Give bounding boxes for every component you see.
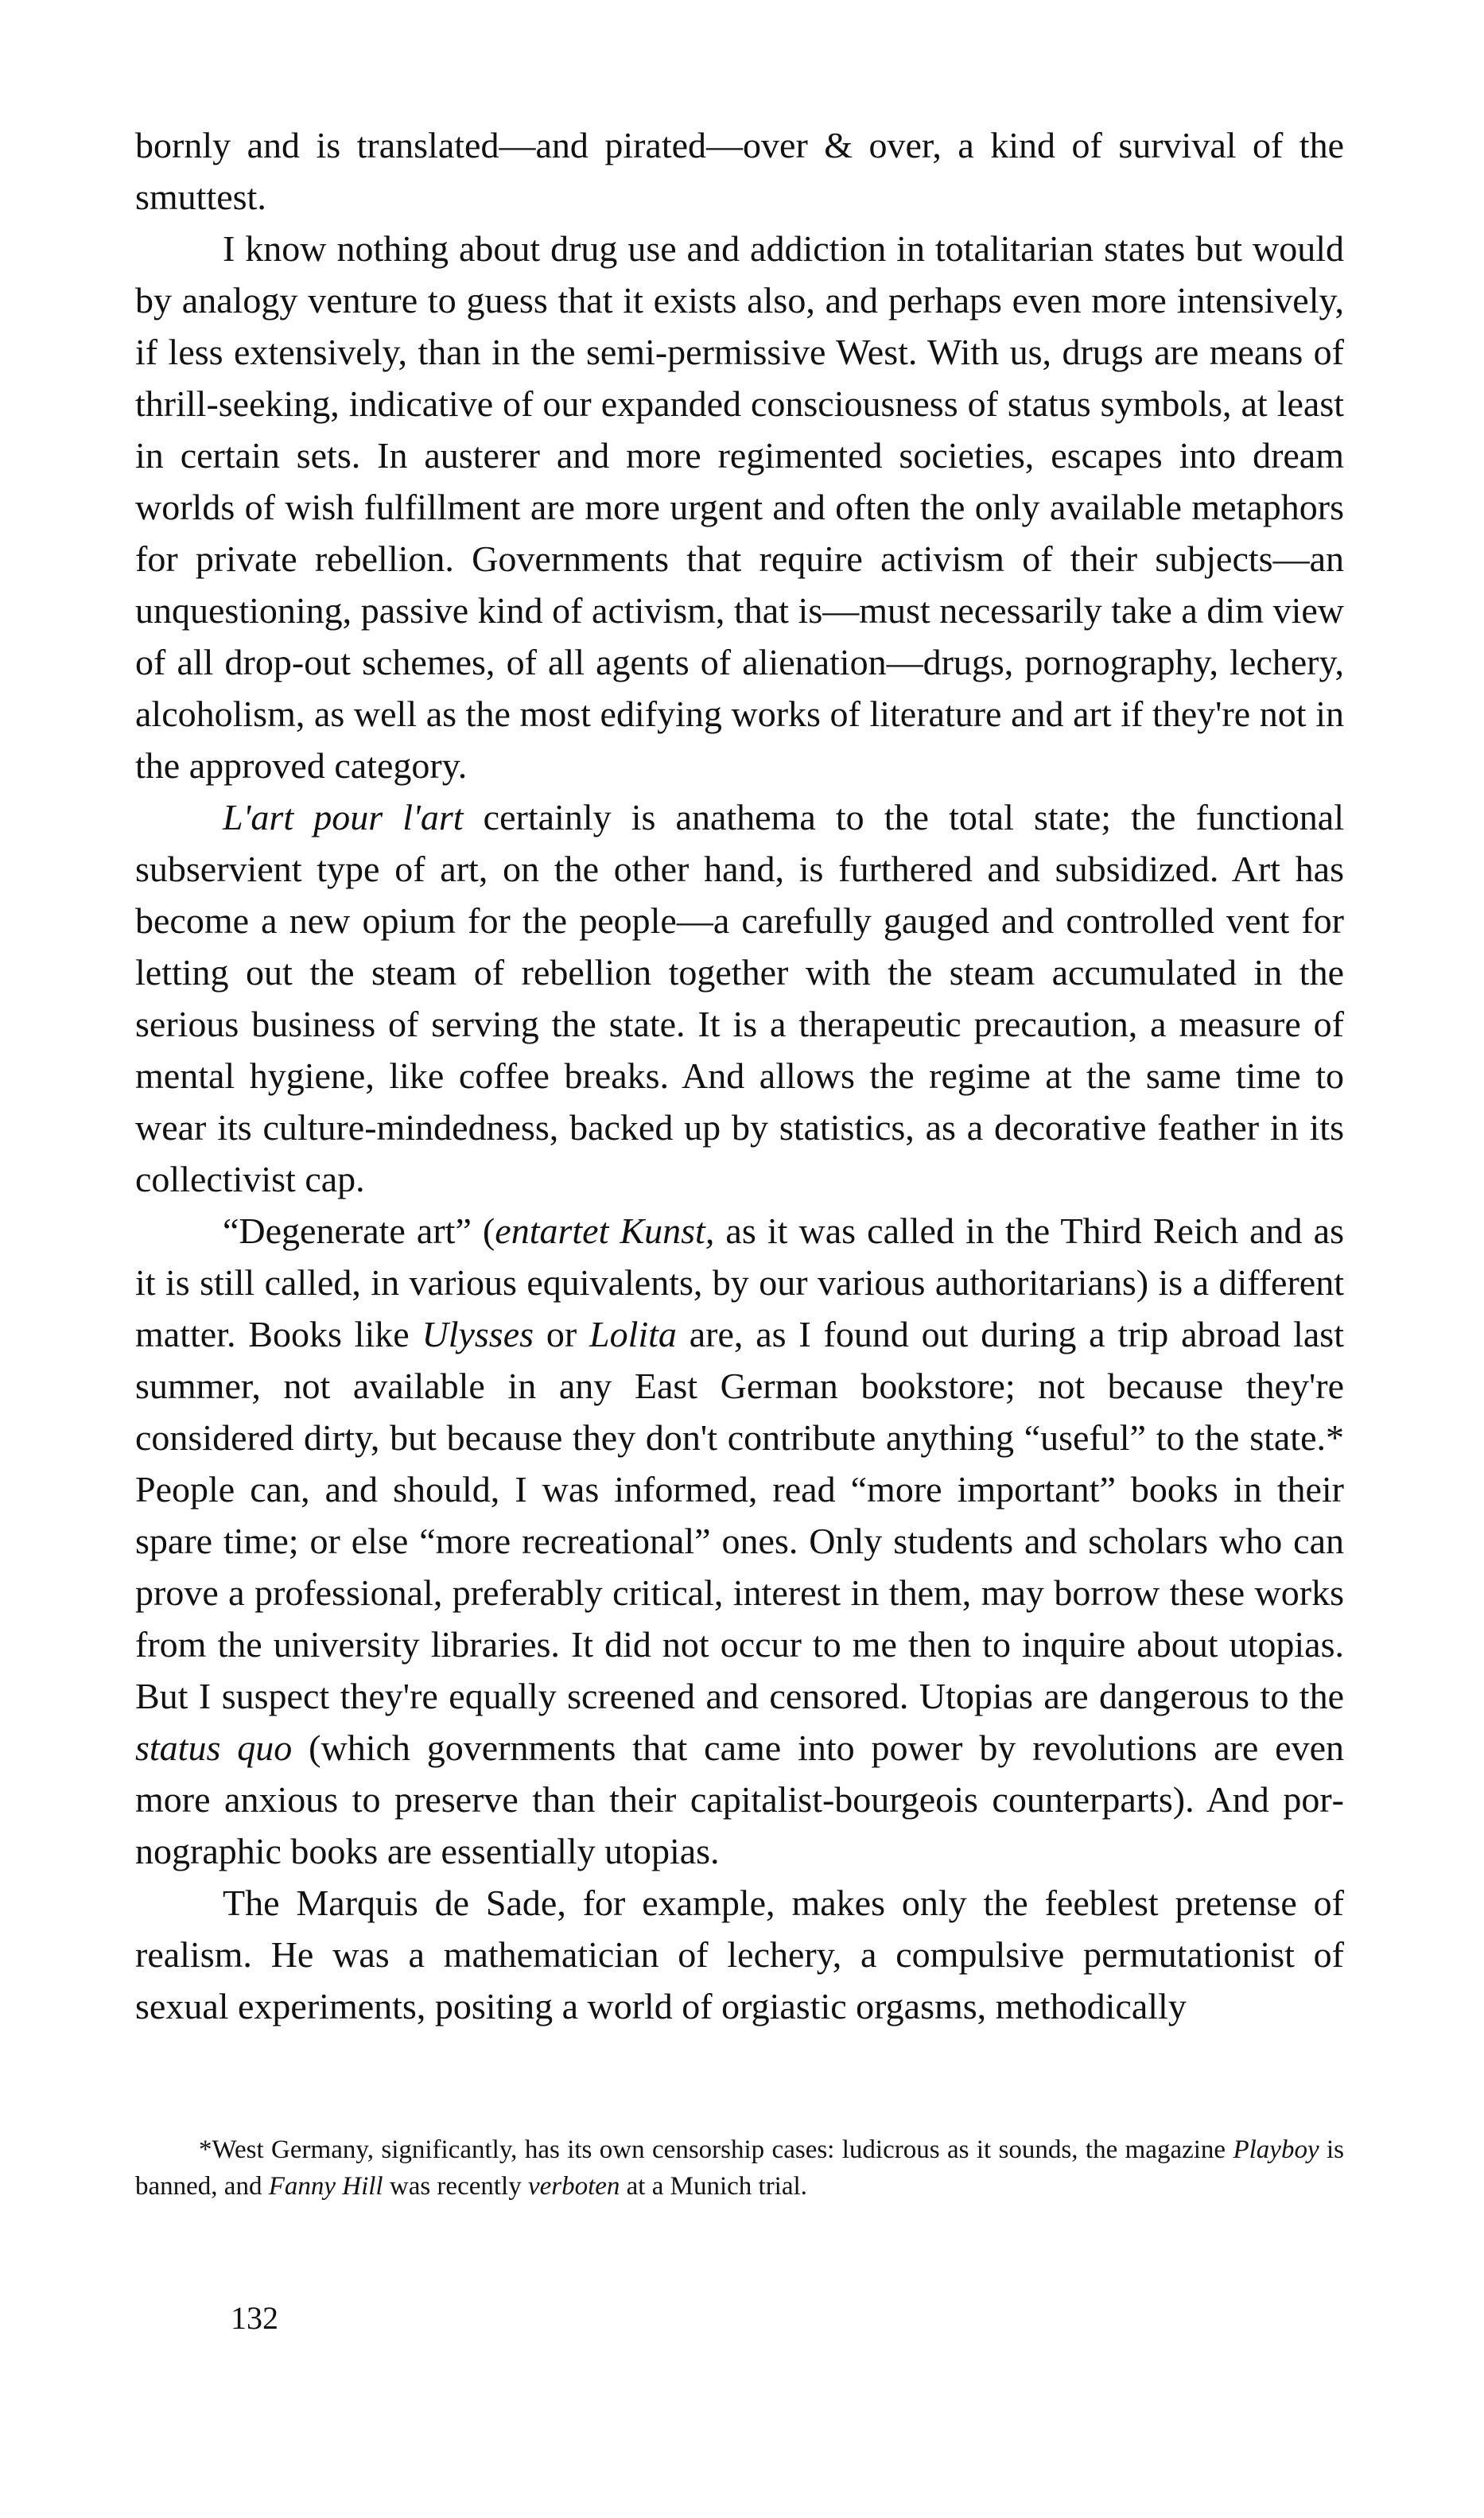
italic-run: Ulysses — [422, 1314, 534, 1354]
text-run: The Marquis de Sade, for example, makes only the feeblest pretense of realism. He was a mathematician of lechery, a compulsive permutationist of sexual experiments, positing a world of orgiastic orgasms, methodically — [135, 1883, 1344, 2026]
page-body — [135, 119, 1344, 2032]
text-run: bornly and is translated—and pirated—over & over, a kind of survival of the smuttest. — [135, 125, 1344, 217]
italic-run: verboten — [527, 2172, 620, 2201]
italic-run: entartet Kunst, — [495, 1210, 715, 1251]
italic-run: L'art pour l'art — [223, 797, 464, 837]
text-run: was recently — [383, 2172, 528, 2201]
text-run: I know nothing about drug use and addiction in totalitarian states but would by analogy venture to guess that it exists also, and perhaps even more intensively, if less extensively, than in the semi-permissive West. With us, drugs are means of thrill-seeking, indicative of our expanded consciousness of status symbols, at least in certain sets. In austerer and more regimented societies, escapes into dream worlds of wish fulfillment are more urgent and often the only available metaphors for private rebellion. Governments that require activism of their subjects—an unquestioning, passive kind of activism, that is—must necessarily take a dim view of all drop-out schemes, of all agents of alienation—drugs, pornography, lechery, alcoholism, as well as the most edifying works of literature and art if they're not in the approved category. — [135, 228, 1344, 786]
page-number: 132 — [231, 2300, 278, 2336]
italic-run: status quo — [135, 1727, 293, 1768]
footnote — [135, 2131, 1344, 2205]
italic-run: Playboy — [1233, 2135, 1319, 2164]
italic-run: Fanny Hill — [268, 2172, 383, 2201]
paragraph-marquis-de-sade — [135, 1877, 1344, 2032]
paragraph-degenerate-art — [135, 1205, 1344, 1877]
text-run: “Degenerate art” ( — [223, 1210, 495, 1251]
paragraph-continuation — [135, 119, 1344, 223]
paragraph-lart-pour-lart — [135, 791, 1344, 1205]
text-run: is banned, and — [135, 2135, 1345, 2201]
text-run: or — [534, 1314, 589, 1354]
paragraph-drug-use — [135, 223, 1344, 791]
text-run: at a Munich trial. — [620, 2172, 807, 2201]
text-run: are, as I found out during a trip abroad last summer, not available in any East German bookstore; not because they're considered dirty, but because they don't contribute anything “useful” to the state.* People can, and should, I was informed, read “more important” books in their spare time; or else “more recreational” ones. Only students and scholars who can prove a professional, preferably critical, interest in them, may borrow these works from the university libraries. It did not occur to me then to inquire about utopias. But I suspect they're equally screened and censored. Utopias are dangerous to the — [135, 1314, 1344, 1716]
text-run: certainly is anathema to the total state; the functional subservient type of art, on the other hand, is furthered and subsidized. Art has become a new opium for the people—a carefully gauged and controlled vent for letting out the steam of rebellion together with the steam accumulated in the serious business of serving the state. It is a therapeutic precaution, a measure of mental hygiene, like coffee breaks. And allows the regime at the same time to wear its culture-mindedness, backed up by statistics, as a decorative feather in its collectivist cap. — [135, 797, 1344, 1199]
text-run: (which governments that came into power by revolutions are even more anxious to preserve than their capitalist-bourgeois counterparts). And pornographic books are essentially utopias. — [135, 1727, 1344, 1871]
italic-run: Lolita — [589, 1314, 677, 1354]
text-run: *West Germany, significantly, has its own censorship cases: ludicrous as it sounds, the magazine — [199, 2135, 1233, 2164]
text-run: as it was called in the Third Reich and as it is still called, in various equivalents, by our various authoritarians) is a different matter. Books like — [135, 1210, 1344, 1354]
